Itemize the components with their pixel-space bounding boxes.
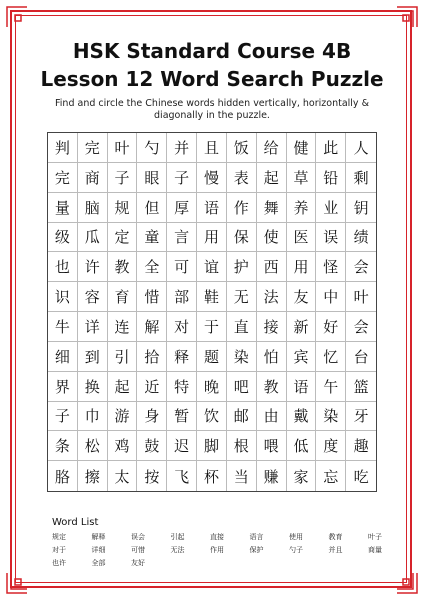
grid-cell[interactable]: 解 [137,312,167,342]
grid-cell[interactable]: 饭 [227,133,257,163]
grid-cell[interactable]: 商 [78,163,108,193]
grid-cell[interactable]: 鼓 [137,431,167,461]
word-list-item: 引起 [170,533,185,541]
grid-cell[interactable]: 给 [257,133,287,163]
word-search-grid [47,132,377,492]
grid-cell[interactable]: 舞 [257,193,287,223]
grid-cell[interactable]: 医 [287,223,317,253]
grid-cell[interactable]: 判 [48,133,78,163]
grid-cell[interactable]: 全 [137,252,167,282]
word-list-title: Word List [52,517,99,528]
corner-ornament-icon [6,6,28,28]
word-list-item: 全部 [91,559,106,567]
grid-cell[interactable]: 业 [316,193,346,223]
grid-cell[interactable]: 于 [197,312,227,342]
corner-ornament-icon [396,572,418,594]
grid-cell[interactable]: 松 [78,431,108,461]
grid-cell[interactable]: 剩 [346,163,376,193]
grid-cell[interactable]: 释 [167,342,197,372]
grid-cell[interactable]: 使 [257,223,287,253]
page-title-line-2: Lesson 12 Word Search Puzzle [40,67,384,91]
word-list-item: 勺子 [289,546,303,554]
grid-cell[interactable]: 喂 [257,431,287,461]
grid-cell[interactable]: 新 [287,312,317,342]
word-list-item: 也许 [52,559,66,567]
grid-cell[interactable]: 染 [316,402,346,432]
grid-cell[interactable]: 晚 [197,372,227,402]
grid-cell[interactable]: 牛 [48,312,78,342]
word-list-item: 可惜 [131,546,145,554]
grid-cell[interactable]: 游 [108,402,138,432]
grid-cell[interactable]: 慢 [197,163,227,193]
grid-cell[interactable]: 用 [197,223,227,253]
word-list-item: 友好 [131,559,145,567]
grid-cell[interactable]: 邮 [227,402,257,432]
grid-cell[interactable]: 引 [108,342,138,372]
grid-cell[interactable]: 可 [167,252,197,282]
grid-cell[interactable]: 用 [287,252,317,282]
grid-cell[interactable]: 鸡 [108,431,138,461]
word-list-item: 对于 [52,546,66,554]
grid-cell[interactable]: 飞 [167,461,197,491]
grid-cell[interactable]: 规 [108,193,138,223]
grid-cell[interactable]: 太 [108,461,138,491]
grid-cell[interactable]: 也 [48,252,78,282]
grid-cell[interactable]: 饮 [197,402,227,432]
grid-cell[interactable]: 杯 [197,461,227,491]
grid-cell[interactable]: 根 [227,431,257,461]
word-list-item: 误会 [131,533,145,541]
grid-cell[interactable]: 当 [227,461,257,491]
grid-cell[interactable]: 部 [167,282,197,312]
grid-cell[interactable]: 连 [108,312,138,342]
grid-cell[interactable]: 怕 [257,342,287,372]
grid-cell[interactable]: 勺 [137,133,167,163]
grid-cell[interactable]: 作 [227,193,257,223]
grid-cell[interactable]: 篮 [346,372,376,402]
word-list-item: 直接 [210,533,224,541]
grid-cell[interactable]: 但 [137,193,167,223]
grid-cell[interactable]: 按 [137,461,167,491]
word-list-item: 解释 [91,533,106,541]
grid-cell[interactable]: 趣 [346,431,376,461]
grid-cell[interactable]: 身 [137,402,167,432]
grid-cell[interactable]: 午 [316,372,346,402]
grid-cell[interactable]: 表 [227,163,257,193]
grid-cell[interactable]: 惜 [137,282,167,312]
grid-cell[interactable]: 由 [257,402,287,432]
grid-cell[interactable]: 吧 [227,372,257,402]
grid-cell[interactable]: 瓜 [78,223,108,253]
grid-cell[interactable]: 起 [108,372,138,402]
grid-cell[interactable]: 宾 [287,342,317,372]
grid-cell[interactable]: 许 [78,252,108,282]
grid-cell[interactable]: 染 [227,342,257,372]
grid-cell[interactable]: 脑 [78,193,108,223]
word-list-item: 语言 [249,533,264,541]
word-list-item: 叶子 [368,533,382,541]
grid-cell[interactable]: 好 [316,312,346,342]
grid-cell[interactable]: 语 [197,193,227,223]
word-list-item: 商量 [368,546,382,554]
grid-cell[interactable]: 法 [257,282,287,312]
grid-cell[interactable]: 草 [287,163,317,193]
grid-cell[interactable]: 忆 [316,342,346,372]
grid-cell[interactable]: 且 [197,133,227,163]
grid-cell[interactable]: 绩 [346,223,376,253]
grid-cell[interactable]: 量 [48,193,78,223]
grid-cell[interactable]: 眼 [137,163,167,193]
word-list-item: 规定 [52,533,66,541]
grid-cell[interactable]: 会 [346,312,376,342]
grid-cell[interactable]: 特 [167,372,197,402]
grid-cell[interactable]: 教 [257,372,287,402]
grid-cell[interactable]: 保 [227,223,257,253]
grid-cell[interactable]: 无 [227,282,257,312]
grid-cell[interactable]: 容 [78,282,108,312]
grid-cell[interactable]: 换 [78,372,108,402]
grid-cell[interactable]: 巾 [78,402,108,432]
grid-cell[interactable]: 题 [197,342,227,372]
word-list-item: 无法 [170,546,185,554]
word-list-item: 保护 [249,546,264,554]
grid-cell[interactable]: 友 [287,282,317,312]
grid-cell[interactable]: 台 [346,342,376,372]
grid-cell[interactable]: 谊 [197,252,227,282]
corner-ornament-icon [6,572,28,594]
grid-cell[interactable]: 擦 [78,461,108,491]
grid-cell[interactable]: 语 [287,372,317,402]
grid-cell[interactable]: 叶 [108,133,138,163]
grid-cell[interactable]: 识 [48,282,78,312]
grid-cell[interactable]: 近 [137,372,167,402]
grid-cell[interactable]: 低 [287,431,317,461]
grid-cell[interactable]: 子 [48,402,78,432]
grid-cell[interactable]: 子 [108,163,138,193]
grid-cell[interactable]: 赚 [257,461,287,491]
grid-cell[interactable]: 铅 [316,163,346,193]
word-list [52,532,382,568]
grid-cell[interactable]: 误 [316,223,346,253]
grid-cell[interactable]: 鞋 [197,282,227,312]
grid-cell[interactable]: 牙 [346,402,376,432]
grid-cell[interactable]: 言 [167,223,197,253]
grid-cell[interactable]: 度 [316,431,346,461]
word-list-item: 并且 [328,546,343,554]
grid-cell[interactable]: 迟 [167,431,197,461]
grid-cell[interactable]: 西 [257,252,287,282]
grid-cell[interactable]: 吃 [353,467,369,486]
instructions: Find and circle the Chinese words hidden vertically, horizontally & diagonally in the puzzle. [55,98,369,121]
page-title-line-1: HSK Standard Course 4B [72,39,352,63]
grid-cell[interactable]: 人 [346,133,376,163]
grid-cell[interactable]: 教 [108,252,138,282]
grid-cell[interactable]: 会 [346,252,376,282]
grid-cell[interactable]: 此 [316,133,346,163]
grid-cell[interactable]: 起 [257,163,287,193]
corner-ornament-icon [396,6,418,28]
word-list-item: 使用 [289,533,303,541]
grid-cell[interactable]: 暂 [167,402,197,432]
grid-cell[interactable]: 界 [48,372,78,402]
grid-cell[interactable]: 家 [287,461,317,491]
grid-cell[interactable]: 戴 [287,402,317,432]
grid-cell[interactable]: 拾 [137,342,167,372]
grid-cell[interactable]: 护 [227,252,257,282]
word-list-item: 作用 [210,546,224,554]
grid-cell[interactable]: 脚 [197,431,227,461]
grid-cell[interactable]: 对 [167,312,197,342]
grid-cell[interactable]: 育 [108,282,138,312]
grid-cell[interactable]: 养 [287,193,317,223]
grid-cell[interactable]: 级 [48,223,78,253]
word-list-item: 教育 [328,533,343,541]
grid-cell[interactable]: 详 [78,312,108,342]
grid-cell[interactable]: 童 [137,223,167,253]
grid-cell[interactable]: 细 [48,342,78,372]
grid-cell[interactable]: 到 [78,342,108,372]
word-list-item: 详细 [91,546,106,554]
grid-cell[interactable]: 完 [78,133,108,163]
grid-cell[interactable]: 叶 [346,282,376,312]
grid-cell[interactable]: 并 [167,133,197,163]
grid-cell[interactable]: 忘 [316,461,346,491]
grid-cell[interactable]: 条 [48,431,78,461]
grid-cell[interactable]: 钥 [346,193,376,223]
grid-cell[interactable]: 定 [108,223,138,253]
grid-cell[interactable]: 怪 [316,252,346,282]
grid-cell[interactable]: 健 [287,133,317,163]
grid-cell[interactable]: 完 [48,163,78,193]
grid-cell[interactable]: 胳 [48,461,78,491]
grid-cell[interactable]: 直 [227,312,257,342]
grid-cell[interactable]: 厚 [167,193,197,223]
grid-cell[interactable]: 子 [167,163,197,193]
grid-cell[interactable]: 接 [257,312,287,342]
grid-cell[interactable]: 中 [316,282,346,312]
